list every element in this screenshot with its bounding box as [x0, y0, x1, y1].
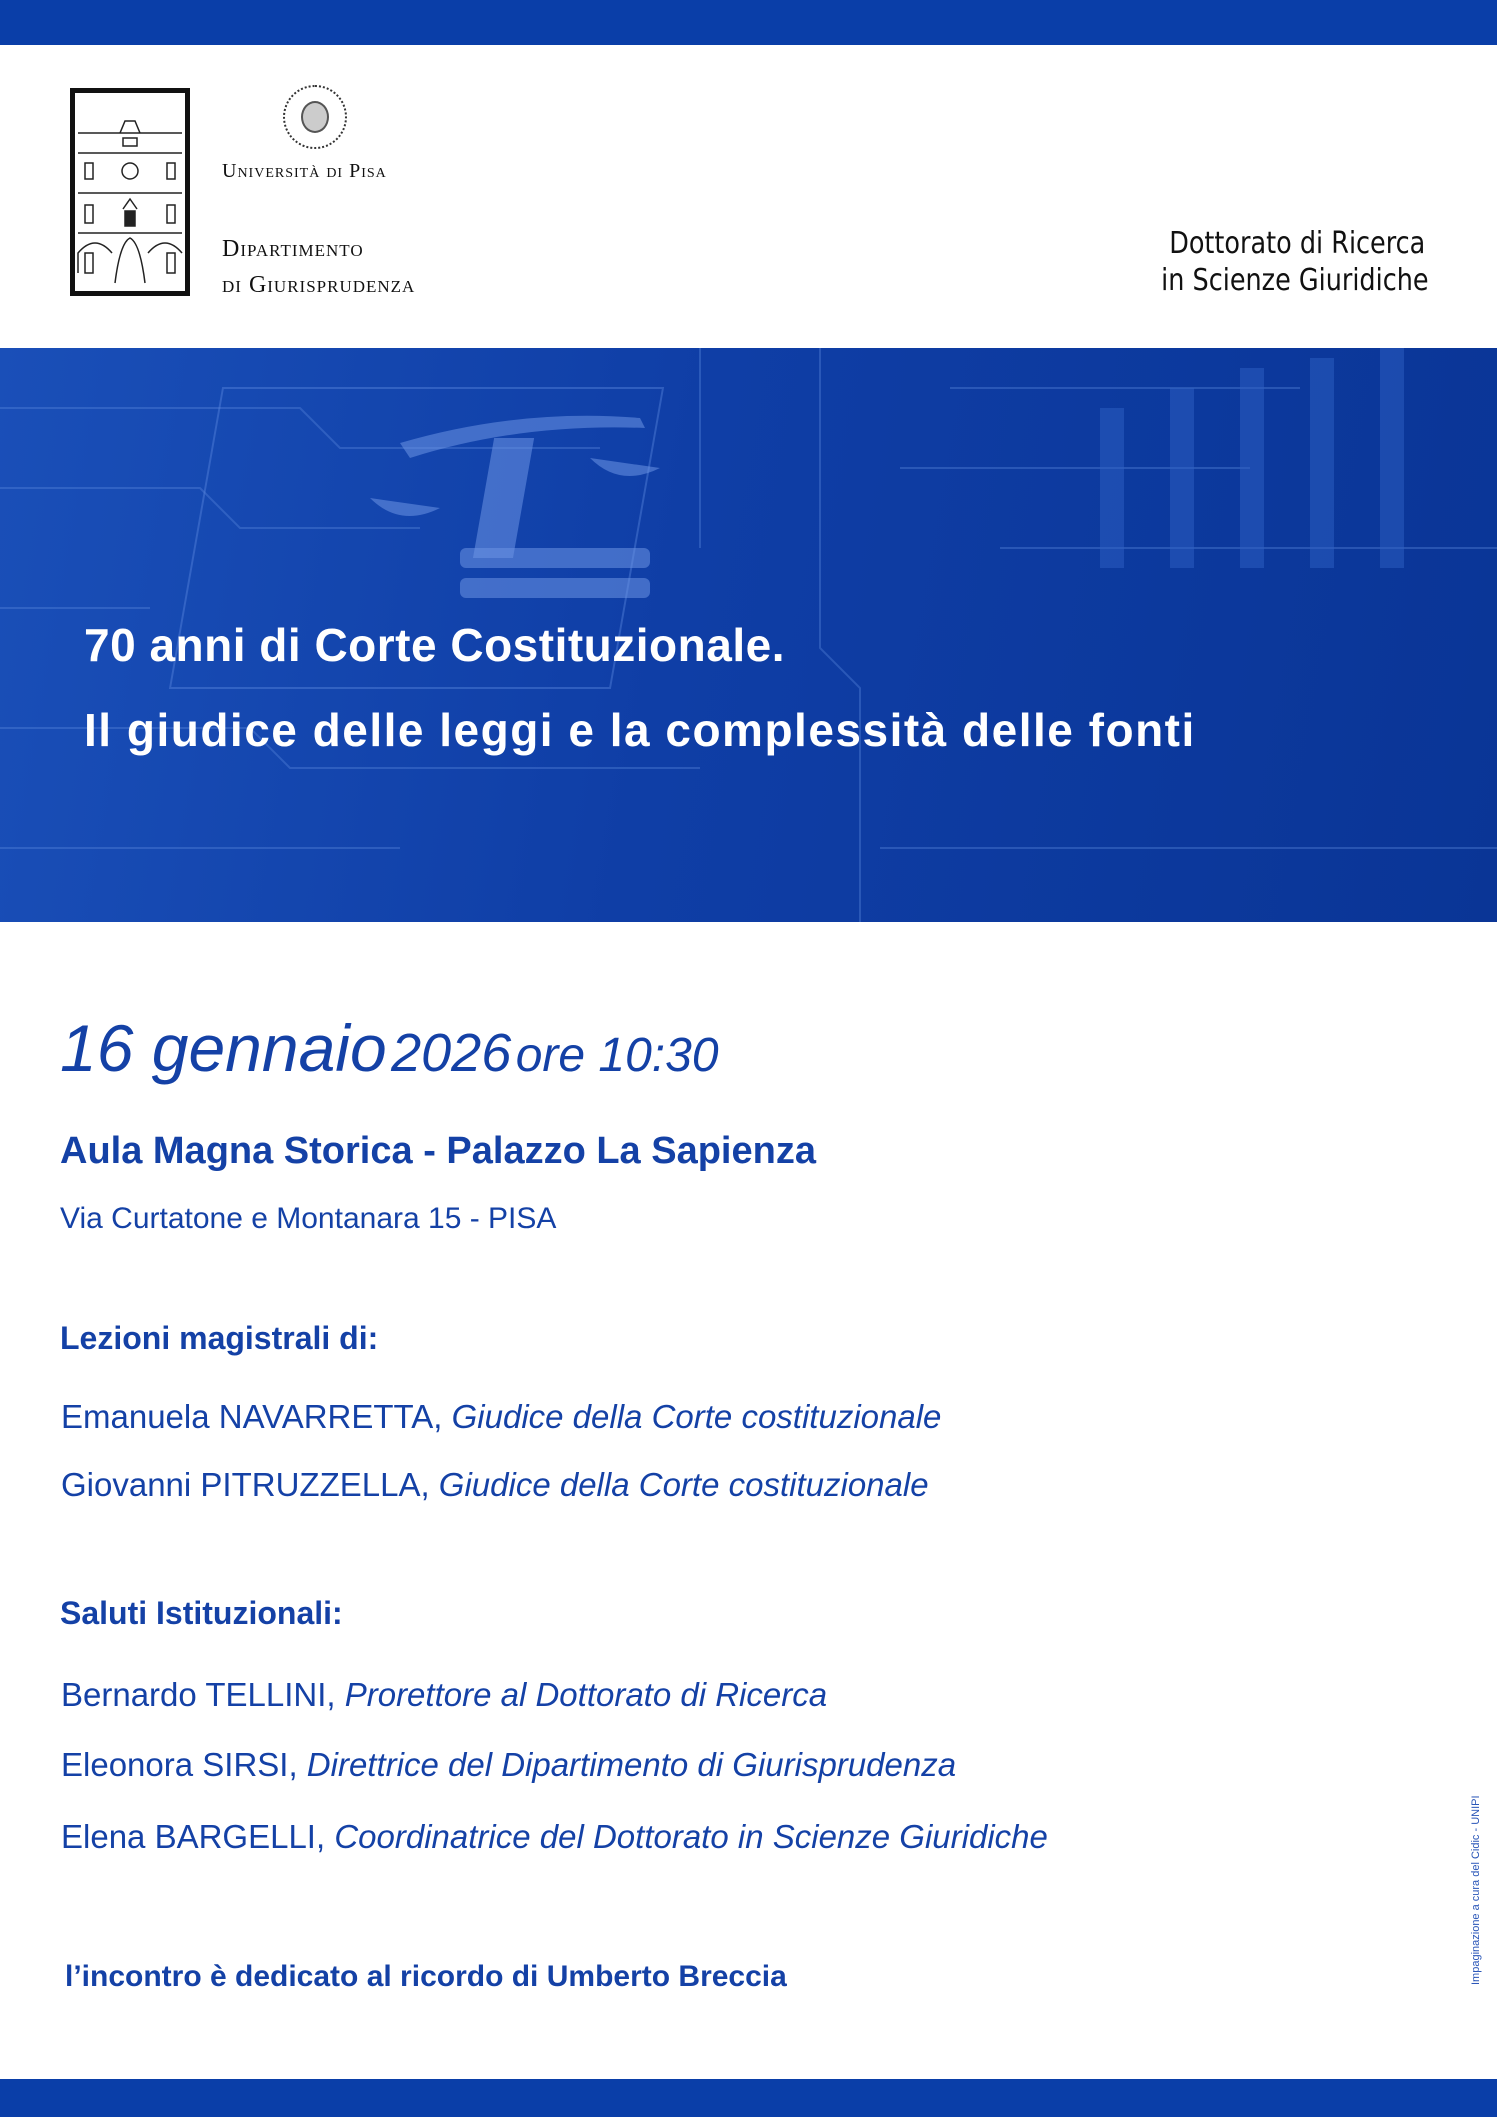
event-venue: Aula Magna Storica - Palazzo La Sapienza [60, 1130, 816, 1172]
speaker-row [61, 1466, 929, 1504]
program-line2: in Scienze Giuridiche [1161, 263, 1429, 298]
dedication-text: l’incontro è dedicato al ricordo di Umberto Breccia [65, 1960, 787, 1993]
lectures-heading: Lezioni magistrali di: [60, 1320, 379, 1356]
building-icon [75, 93, 185, 291]
department-line1: Dipartimento [222, 236, 364, 262]
speaker-row [61, 1818, 1048, 1856]
speaker-name: Eleonora SIRSI, [61, 1746, 298, 1783]
speaker-role: Giudice della Corte costituzionale [438, 1466, 929, 1503]
banner-title-line2: Il giudice delle leggi e la complessità delle fonti [84, 704, 1196, 756]
speaker-row [61, 1676, 827, 1714]
layout-credit: Impaginazione a cura del Cidic - UNIPI [1470, 1795, 1482, 1985]
hero-banner [0, 348, 1497, 922]
speaker-name: Emanuela NAVARRETTA, [61, 1398, 443, 1435]
event-address: Via Curtatone e Montanara 15 - PISA [60, 1202, 557, 1235]
speaker-name: Giovanni PITRUZZELLA, [61, 1466, 430, 1503]
top-bar [0, 0, 1497, 45]
department-logo [70, 88, 190, 296]
greetings-heading: Saluti Istituzionali: [60, 1595, 343, 1631]
university-name: Università di Pisa [222, 160, 387, 182]
speaker-role: Coordinatrice del Dottorato in Scienze Giuridiche [334, 1818, 1048, 1855]
speaker-row [61, 1746, 956, 1784]
university-seal [283, 85, 347, 149]
event-time: ore 10:30 [515, 1029, 719, 1082]
scales-of-justice-icon [370, 416, 660, 598]
speaker-role: Direttrice del Dipartimento di Giurisprudenza [306, 1746, 957, 1783]
speaker-row [61, 1398, 941, 1436]
event-year: 2026 [391, 1023, 512, 1083]
event-date [60, 1010, 719, 1086]
speaker-name: Elena BARGELLI, [61, 1818, 326, 1855]
bottom-bar [0, 2079, 1497, 2117]
department-line2: di Giurisprudenza [222, 272, 416, 298]
speaker-role: Prorettore al Dottorato di Ricerca [344, 1676, 828, 1713]
event-day: 16 gennaio [60, 1011, 387, 1085]
speaker-name: Bernardo TELLINI, [61, 1676, 336, 1713]
banner-title-line1: 70 anni di Corte Costituzionale. [84, 619, 785, 671]
program-line1: Dottorato di Ricerca [1168, 226, 1425, 261]
speaker-role: Giudice della Corte costituzionale [451, 1398, 942, 1435]
